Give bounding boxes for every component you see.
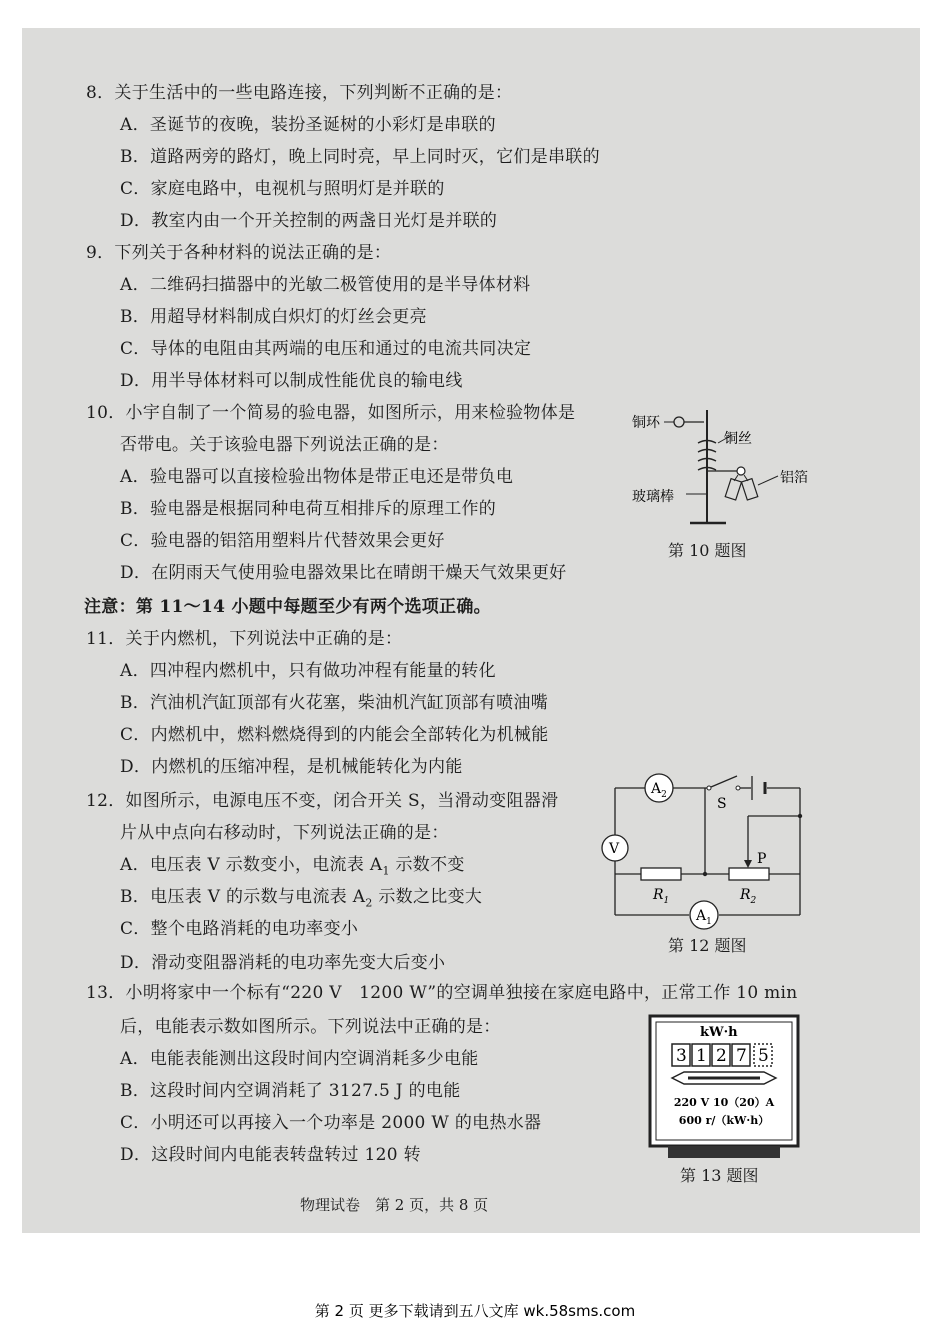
label-copper-ring: 铜环	[632, 415, 660, 431]
resistor-r2-label: $R_2$	[740, 887, 757, 906]
q9-option-a: A．二维码扫描器中的光敏二极管使用的是半导体材料	[120, 275, 531, 295]
q13-option-a: A．电能表能测出这段时间内空调消耗多少电能	[120, 1049, 479, 1069]
q13-option-b: B．这段时间内空调消耗了 3127.5 J 的电能	[120, 1081, 461, 1101]
q10-option-c: C．验电器的铝箔用塑料片代替效果会更好	[120, 531, 445, 551]
q9-option-b: B．用超导材料制成白炽灯的灯丝会更亮	[120, 307, 427, 327]
fig12-caption: 第 12 题图	[668, 936, 747, 955]
electroscope-figure	[628, 405, 828, 535]
ammeter-a2-label: $A_2$	[651, 781, 667, 800]
q13-stem-line2: 后，电能表示数如图所示。下列说法中正确的是：	[120, 1017, 501, 1037]
electric-meter-figure	[648, 1014, 800, 1162]
q9-option-c: C．导体的电阻由其两端的电压和通过的电流共同决定	[120, 339, 532, 359]
q10-option-b: B．验电器是根据同种电荷互相排斥的原理工作的	[120, 499, 497, 519]
q12-stem-line1: 12．如图所示，电源电压不变，闭合开关 S，当滑动变阻器滑	[86, 791, 559, 811]
q11-option-c: C．内燃机中，燃料燃烧得到的内能会全部转化为机械能	[120, 725, 549, 745]
slider-p-label: P	[757, 851, 767, 867]
q11-option-a: A．四冲程内燃机中，只有做功冲程有能量的转化	[120, 661, 496, 681]
q8-option-b: B．道路两旁的路灯，晚上同时亮，早上同时灭，它们是串联的	[120, 147, 600, 167]
q10-stem-line2: 否带电。关于该验电器下列说法正确的是：	[120, 435, 449, 455]
meter-digits	[672, 1044, 772, 1066]
q12-option-d: D．滑动变阻器消耗的电功率先变大后变小	[120, 953, 446, 973]
q12-option-b: B．电压表 V 的示数与电流表 $A_2$ 示数之比变大	[120, 887, 483, 910]
q8-stem: 8．关于生活中的一些电路连接，下列判断不正确的是：	[86, 83, 513, 103]
q8-option-a: A．圣诞节的夜晚，装扮圣诞树的小彩灯是串联的	[120, 115, 496, 135]
circuit-figure	[595, 768, 810, 933]
site-footer: 第 2 页 更多下载请到五八文库 wk.58sms.com	[314, 1302, 636, 1320]
resistor-r1-label: $R_1$	[653, 887, 670, 906]
meter-digit-decimal: 5	[758, 1046, 769, 1066]
meter-digit-4: 7	[736, 1046, 747, 1066]
label-copper-wire: 铜丝	[724, 431, 752, 447]
meter-constant: 600 r/（kW·h）	[678, 1114, 770, 1127]
q10-stem-line1: 10．小宇自制了一个简易的验电器，如图所示，用来检验物体是	[86, 403, 576, 423]
q9-option-d: D．用半导体材料可以制成性能优良的输电线	[120, 371, 463, 391]
voltmeter-label: V	[609, 841, 620, 857]
q13-stem-line1: 13．小明将家中一个标有“220 V 1200 W”的空调单独接在家庭电路中，正常工作 10 min	[86, 983, 798, 1003]
q13-option-c: C．小明还可以再接入一个功率是 2000 W 的电热水器	[120, 1113, 542, 1133]
q11-stem: 11．关于内燃机，下列说法中正确的是：	[86, 629, 403, 649]
q12-option-a: A．电压表 V 示数变小，电流表 $A_1$ 示数不变	[120, 855, 465, 878]
fig10-caption: 第 10 题图	[668, 541, 747, 560]
ammeter-a1-label: $A_1$	[696, 908, 712, 927]
q8-option-d: D．教室内由一个开关控制的两盏日光灯是并联的	[120, 211, 498, 231]
meter-digit-3: 2	[716, 1046, 727, 1066]
note-multiple-choice: 注意：第 11～14 小题中每题至少有两个选项正确。	[84, 597, 491, 617]
q12-stem-line2: 片从中点向右移动时，下列说法正确的是：	[120, 823, 449, 843]
q8-option-c: C．家庭电路中，电视机与照明灯是并联的	[120, 179, 445, 199]
meter-rating: 220 V 10（20）A	[673, 1096, 775, 1109]
q13-option-d: D．这段时间内电能表转盘转过 120 转	[120, 1145, 421, 1165]
q11-option-d: D．内燃机的压缩冲程，是机械能转化为内能	[120, 757, 463, 777]
meter-digit-2: 1	[696, 1046, 707, 1066]
paper-footer: 物理试卷 第 2 页，共 8 页	[300, 1196, 489, 1214]
label-aluminum-foil: 铝箔	[780, 470, 808, 486]
meter-digit-1: 3	[676, 1046, 687, 1066]
q10-option-d: D．在阴雨天气使用验电器效果比在晴朗干燥天气效果更好	[120, 563, 567, 583]
q11-option-b: B．汽油机汽缸顶部有火花塞，柴油机汽缸顶部有喷油嘴	[120, 693, 548, 713]
switch-s-label: S	[717, 796, 727, 812]
q10-option-a: A．验电器可以直接检验出物体是带正电还是带负电	[120, 467, 514, 487]
meter-unit: kW·h	[700, 1025, 738, 1040]
label-glass-rod: 玻璃棒	[632, 489, 674, 505]
fig13-caption: 第 13 题图	[680, 1166, 759, 1185]
q9-stem: 9．下列关于各种材料的说法正确的是：	[86, 243, 392, 263]
q12-option-c: C．整个电路消耗的电功率变小	[120, 919, 359, 939]
